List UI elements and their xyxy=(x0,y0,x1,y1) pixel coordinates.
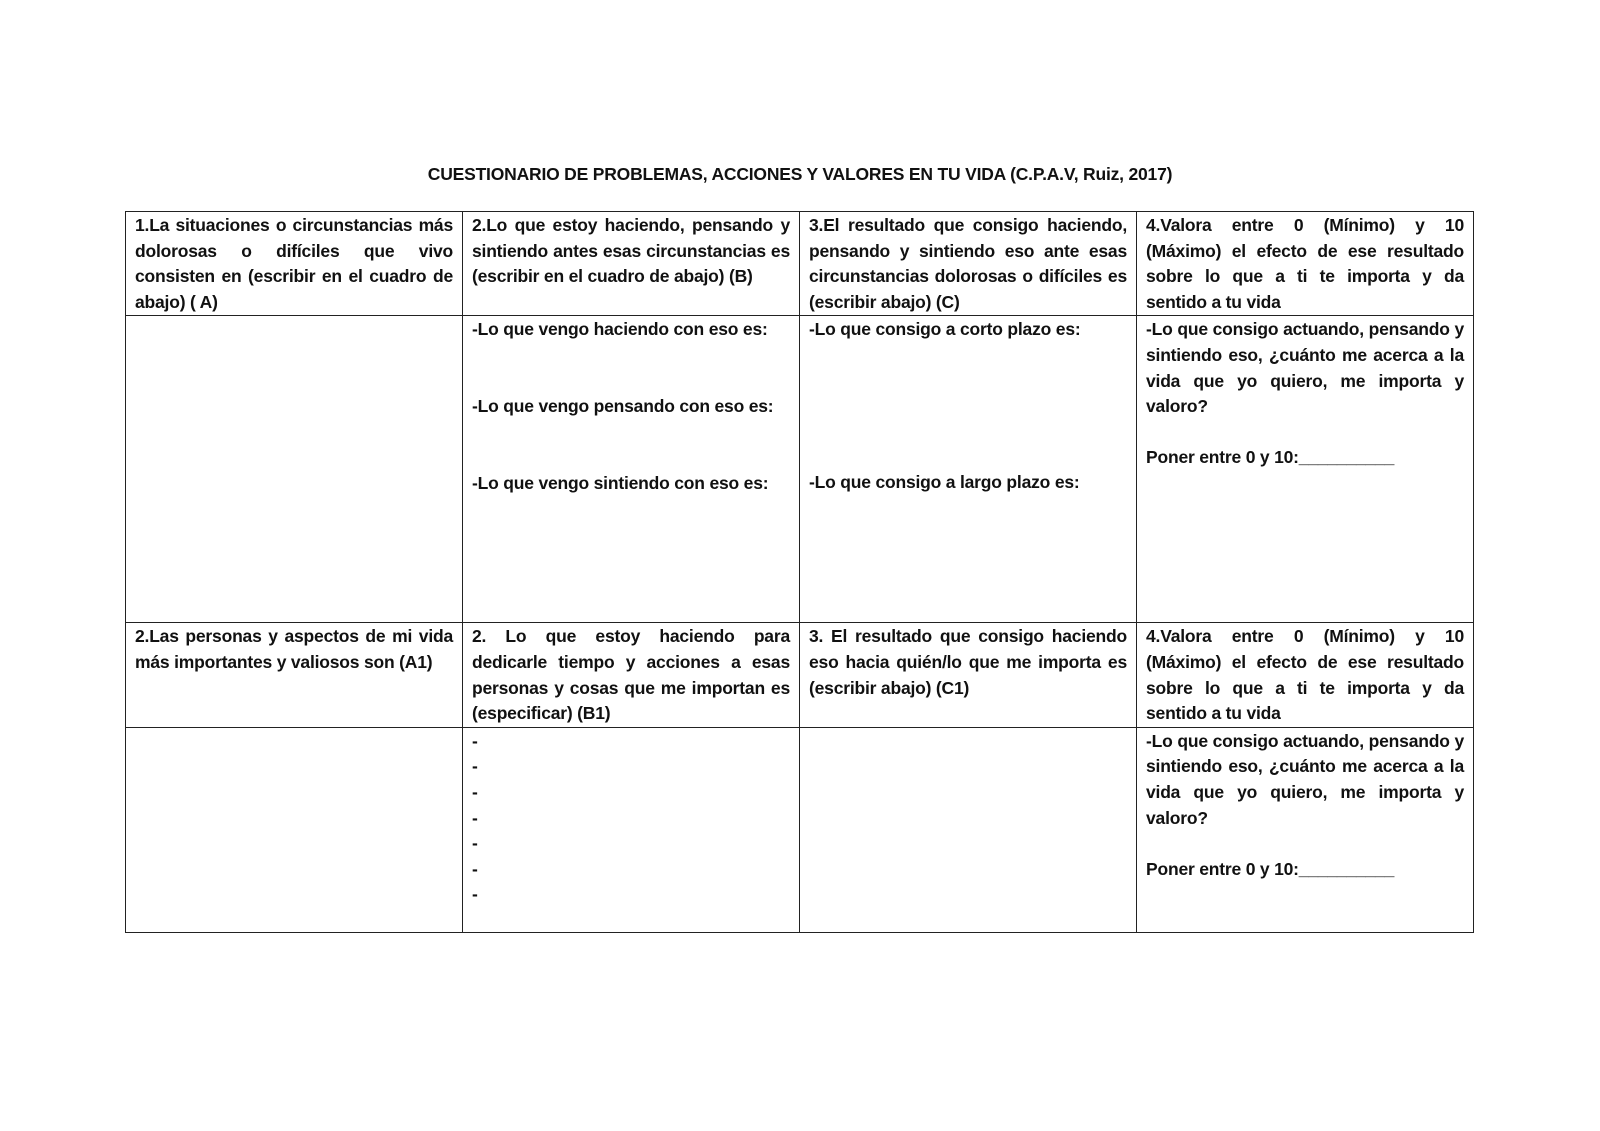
section1-header-b: 2.Lo que estoy haciendo, pensando y sintiendo antes esas circunstancias es (escribir en el cuadro de abajo) (B) xyxy=(463,212,800,316)
section2-answer-d[interactable] xyxy=(1137,727,1474,932)
dash-item[interactable]: - xyxy=(472,807,478,828)
section2-header-row xyxy=(126,623,1474,727)
page-title: CUESTIONARIO DE PROBLEMAS, ACCIONES Y VALORES EN TU VIDA (C.P.A.V, Ruiz, 2017) xyxy=(427,164,1173,184)
prompt-feeling: -Lo que vengo sintiendo con eso es: xyxy=(472,472,769,493)
section1-answer-b[interactable] xyxy=(463,316,800,623)
section1-header-row xyxy=(126,212,1474,316)
rating-field[interactable]: Poner entre 0 y 10:__________ xyxy=(1146,858,1395,879)
section1-answer-row xyxy=(126,316,1474,623)
section2-answer-row xyxy=(126,727,1474,932)
prompt-rating-question: -Lo que consigo actuando, pensando y sintiendo eso, ¿cuánto me acerca a la vida que yo quiero, me importa y valoro? xyxy=(1146,319,1464,417)
section2-answer-a[interactable] xyxy=(126,727,463,932)
dash-item[interactable]: - xyxy=(472,858,478,879)
prompt-rating-question: -Lo que consigo actuando, pensando y sintiendo eso, ¿cuánto me acerca a la vida que yo quiero, me importa y valoro? xyxy=(1146,730,1464,828)
dash-item[interactable]: - xyxy=(472,833,478,854)
section1-header-a: 1.La situaciones o circunstancias más dolorosas o difíciles que vivo consisten en (escribir en el cuadro de abajo) ( A) xyxy=(126,212,463,316)
prompt-doing: -Lo que vengo haciendo con eso es: xyxy=(472,319,768,340)
prompt-long-term: -Lo que consigo a largo plazo es: xyxy=(809,471,1080,492)
section1-header-c: 3.El resultado que consigo haciendo, pensando y sintiendo eso ante esas circunstancias dolorosas o difíciles es (escribir abajo) (C) xyxy=(800,212,1137,316)
dash-list xyxy=(472,729,790,908)
section2-header-a: 2.Las personas y aspectos de mi vida más importantes y valiosos son (A1) xyxy=(126,623,463,727)
prompt-thinking: -Lo que vengo pensando con eso es: xyxy=(472,395,774,416)
rating-field[interactable]: Poner entre 0 y 10:__________ xyxy=(1146,447,1395,468)
section2-answer-c[interactable] xyxy=(800,727,1137,932)
dash-item[interactable]: - xyxy=(472,756,478,777)
section1-header-d: 4.Valora entre 0 (Mínimo) y 10 (Máximo) el efecto de ese resultado sobre lo que a ti te importa y da sentido a tu vida xyxy=(1137,212,1474,316)
section2-header-d: 4.Valora entre 0 (Mínimo) y 10 (Máximo) el efecto de ese resultado sobre lo que a ti te importa y da sentido a tu vida xyxy=(1137,623,1474,727)
section2-header-c: 3. El resultado que consigo haciendo eso hacia quién/lo que me importa es (escribir abajo) (C1) xyxy=(800,623,1137,727)
dash-item[interactable]: - xyxy=(472,781,478,802)
section2-answer-b[interactable] xyxy=(463,727,800,932)
section1-answer-d[interactable] xyxy=(1137,316,1474,623)
section2-header-b: 2. Lo que estoy haciendo para dedicarle tiempo y acciones a esas personas y cosas que me importan es (especificar) (B1) xyxy=(463,623,800,727)
prompt-short-term: -Lo que consigo a corto plazo es: xyxy=(809,319,1081,340)
section1-answer-a[interactable] xyxy=(126,316,463,623)
questionnaire-table xyxy=(125,211,1474,933)
dash-item[interactable]: - xyxy=(472,730,478,751)
section1-answer-c[interactable] xyxy=(800,316,1137,623)
dash-item[interactable]: - xyxy=(472,884,478,905)
